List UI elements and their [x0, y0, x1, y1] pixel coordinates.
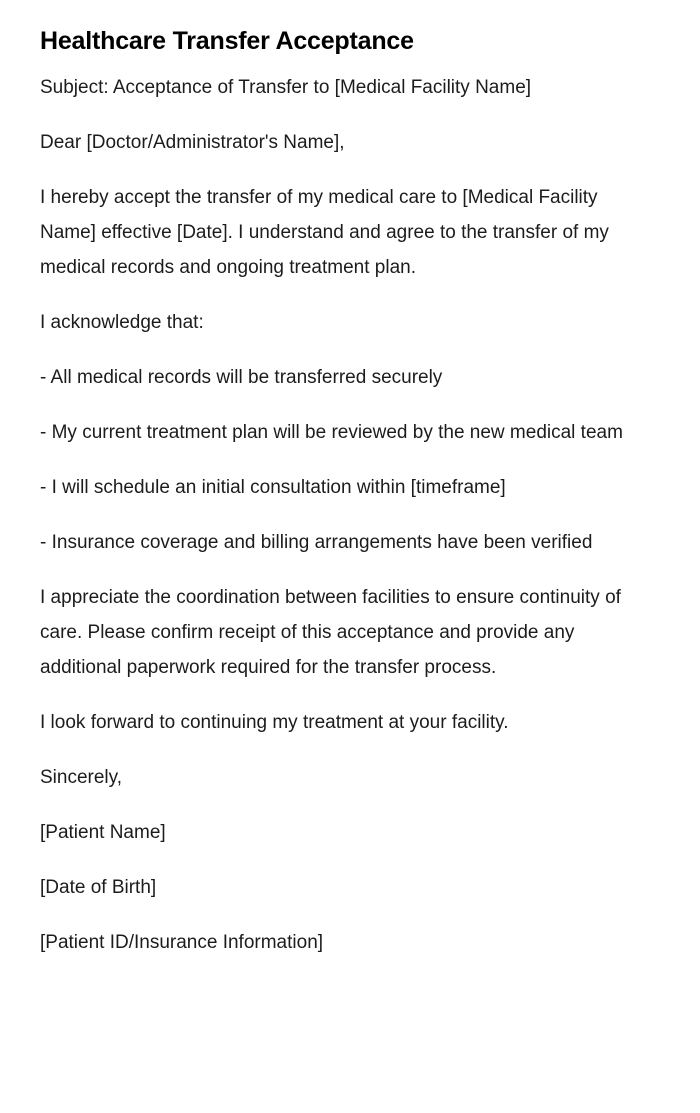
- appreciation-paragraph: I appreciate the coordination between facilities to ensure continuity of care. Please confirm receipt of this acceptance and provide any additional paperwork required for the transfer process.: [40, 587, 621, 678]
- intro-paragraph: I hereby accept the transfer of my medical care to [Medical Facility Name] effective [Date]. I understand and agree to the transfer of my medical records and ongoing treatment plan.: [40, 187, 609, 278]
- document-title: Healthcare Transfer Acceptance: [40, 27, 414, 55]
- patient-name: [Patient Name]: [40, 822, 166, 843]
- patient-id: [Patient ID/Insurance Information]: [40, 932, 324, 953]
- acknowledgement-item: - My current treatment plan will be reviewed by the new medical team: [40, 422, 623, 443]
- sign-off: Sincerely,: [40, 767, 123, 788]
- acknowledgement-item: - Insurance coverage and billing arrangements have been verified: [40, 532, 593, 553]
- closing-line: I look forward to continuing my treatment at your facility.: [40, 712, 509, 733]
- subject-line: Subject: Acceptance of Transfer to [Medical Facility Name]: [40, 77, 532, 98]
- salutation: Dear [Doctor/Administrator's Name],: [40, 132, 345, 153]
- acknowledgement-item: - I will schedule an initial consultation within [timeframe]: [40, 477, 506, 498]
- acknowledgement-item: - All medical records will be transferred securely: [40, 367, 443, 388]
- acknowledge-lead: I acknowledge that:: [40, 312, 204, 333]
- date-of-birth: [Date of Birth]: [40, 877, 157, 898]
